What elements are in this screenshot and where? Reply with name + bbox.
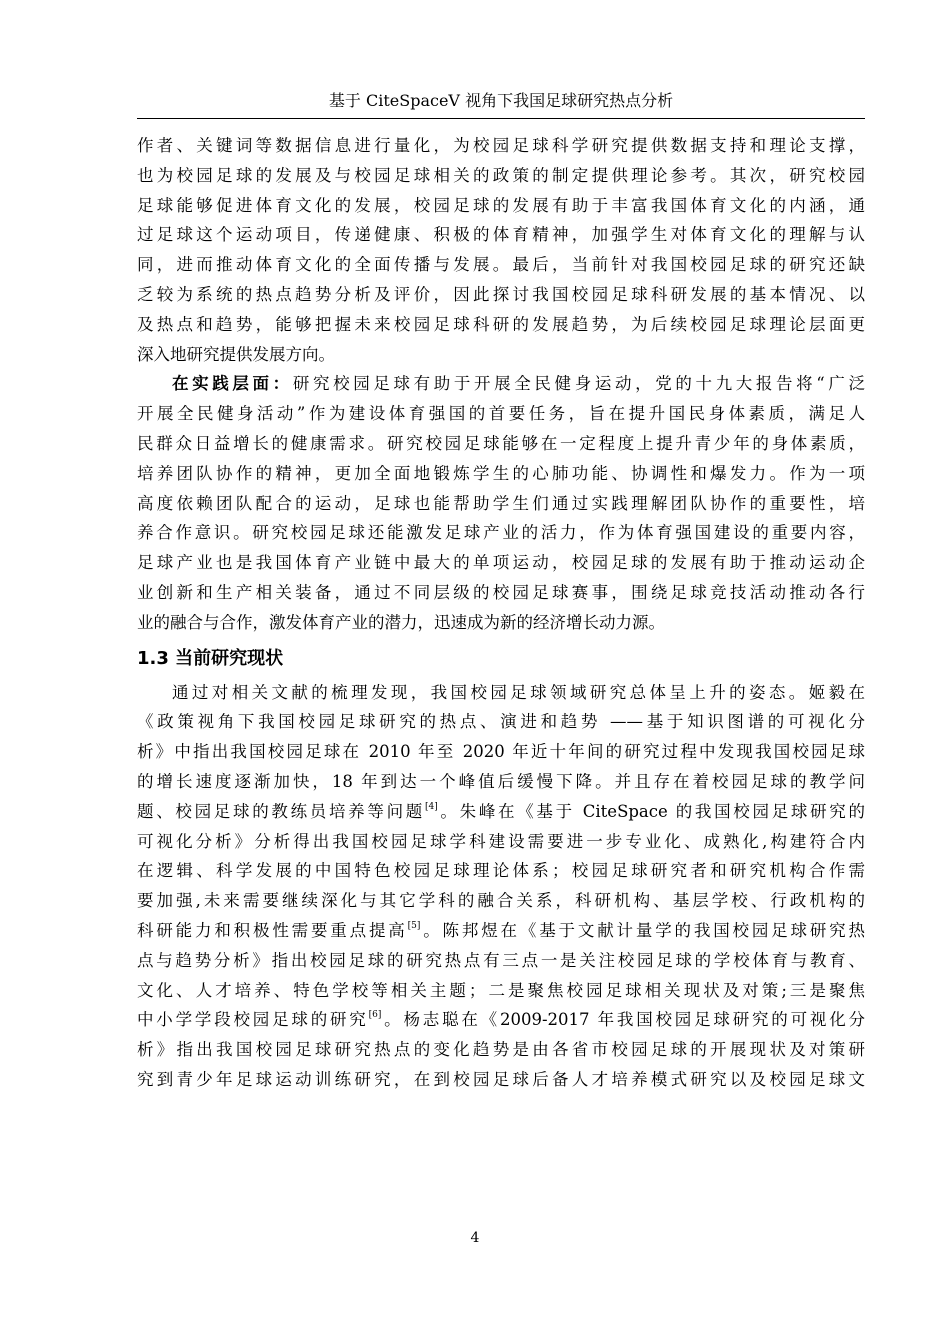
section-heading: 1.3 当前研究现状 bbox=[137, 647, 284, 669]
text-line: 文化、人才培养、特色学校等相关主题；二是聚焦校园足球相关现状及对策;三是聚焦 bbox=[137, 980, 865, 1000]
text-line bbox=[137, 916, 865, 946]
text-line: 养合作意识。研究校园足球还能激发足球产业的活力，作为体育强国建设的重要内容， bbox=[137, 523, 865, 543]
text-line: 《政策视角下我国校园足球研究的热点、演进和趋势 ——基于知识图谱的可视化分 bbox=[137, 712, 865, 732]
text-line: 要加强,未来需要继续深化与其它学科的融合关系，科研机构、基层学校、行政机构的 bbox=[137, 891, 865, 911]
text-line: 析》指出我国校园足球研究热点的变化趋势是由各省市校园足球的开展现状及对策研 bbox=[137, 1040, 865, 1060]
paragraph-practice bbox=[137, 369, 865, 637]
citation-ref: [4] bbox=[424, 801, 438, 812]
text-line: 同，进而推动体育文化的全面传播与发展。最后，当前针对我国校园足球的研究还缺 bbox=[137, 255, 865, 275]
text-line: 可视化分析》分析得出我国校园足球学科建设需要进一步专业化、成熟化,构建符合内 bbox=[137, 831, 865, 851]
document-body bbox=[137, 131, 865, 1095]
paragraph-research-status bbox=[137, 678, 865, 1095]
paragraph-theory-continuation bbox=[137, 131, 865, 369]
text-line: 高度依赖团队配合的运动，足球也能帮助学生们通过实践理解团队协作的重要性，培 bbox=[137, 493, 865, 513]
practice-first-line: 研究校园足球有助于开展全民健身运动，党的十九大报告将“广泛 bbox=[292, 374, 865, 394]
text-line: 民群众日益增长的健康需求。研究校园足球能够在一定程度上提升青少年的身体素质， bbox=[137, 433, 865, 453]
text-segment: 。朱峰在《基于 CiteSpace 的我国校园足球研究的 bbox=[437, 801, 865, 821]
text-segment: 。杨志聪在《2009-2017 年我国校园足球研究的可视化分 bbox=[381, 1010, 865, 1030]
text-line: 深入地研究提供发展方向。 bbox=[137, 344, 335, 364]
text-line bbox=[137, 797, 865, 827]
text-line: 的增长速度逐渐加快，18 年到达一个峰值后缓慢下降。并且存在着校园足球的教学问 bbox=[137, 771, 865, 791]
text-line bbox=[137, 1005, 865, 1035]
text-line: 也为校园足球的发展及与校园足球相关的政策的制定提供理论参考。其次，研究校园 bbox=[137, 165, 865, 185]
text-line: 析》中指出我国校园足球在 2010 年至 2020 年近十年间的研究过程中发现我国校园足球 bbox=[137, 742, 865, 762]
citation-ref: [5] bbox=[407, 920, 421, 931]
text-line: 开展全民健身活动”作为建设体育强国的首要任务，旨在提升国民身体素质，满足人 bbox=[137, 404, 865, 424]
text-line: 究到青少年足球运动训练研究，在到校园足球后备人才培养模式研究以及校园足球文 bbox=[137, 1069, 865, 1089]
text-line: 培养团队协作的精神，更加全面地锻炼学生的心肺功能、协调性和爆发力。作为一项 bbox=[137, 463, 865, 483]
page-header-title: 基于 CiteSpaceV 视角下我国足球研究热点分析 bbox=[137, 84, 865, 119]
page-number: 4 bbox=[470, 1230, 480, 1246]
text-line: 作者、关键词等数据信息进行量化，为校园足球科学研究提供数据支持和理论支撑， bbox=[137, 136, 865, 155]
text-line: 通过对相关文献的梳理发现，我国校园足球领域研究总体呈上升的姿态。姬毅在 bbox=[172, 682, 865, 702]
text-line: 足球能够促进体育文化的发展，校园足球的发展有助于丰富我国体育文化的内涵，通 bbox=[137, 195, 865, 215]
text-line: 在逻辑、科学发展的中国特色校园足球理论体系；校园足球研究者和研究机构合作需 bbox=[137, 861, 865, 881]
text-segment: 题、校园足球的教练员培养等问题 bbox=[137, 801, 425, 821]
text-segment: 科研能力和积极性需要重点提高 bbox=[137, 920, 408, 940]
practice-lead: 在实践层面： bbox=[172, 374, 293, 394]
text-segment: 。陈邦煜在《基于文献计量学的我国校园足球研究热 bbox=[420, 920, 865, 940]
citation-ref: [6] bbox=[368, 1010, 382, 1021]
text-line bbox=[137, 369, 865, 399]
text-line: 业的融合与合作，激发体育产业的潜力，迅速成为新的经济增长动力源。 bbox=[137, 612, 665, 632]
text-line: 足球产业也是我国体育产业链中最大的单项运动，校园足球的发展有助于推动运动企 bbox=[137, 553, 865, 573]
text-segment: 中小学学段校园足球的研究 bbox=[137, 1010, 369, 1030]
text-line: 及热点和趋势，能够把握未来校园足球科研的发展趋势，为后续校园足球理论层面更 bbox=[137, 314, 865, 334]
text-line: 点与趋势分析》指出校园足球的研究热点有三点一是关注校园足球的学校体育与教育、 bbox=[137, 950, 865, 970]
text-line: 业创新和生产相关装备，通过不同层级的校园足球赛事，围绕足球竞技活动推动各行 bbox=[137, 582, 865, 602]
text-line: 乏较为系统的热点趋势分析及评价，因此探讨我国校园足球科研发展的基本情况、以 bbox=[137, 284, 865, 304]
text-line: 过足球这个运动项目，传递健康、积极的体育精神，加强学生对体育文化的理解与认 bbox=[137, 225, 865, 245]
